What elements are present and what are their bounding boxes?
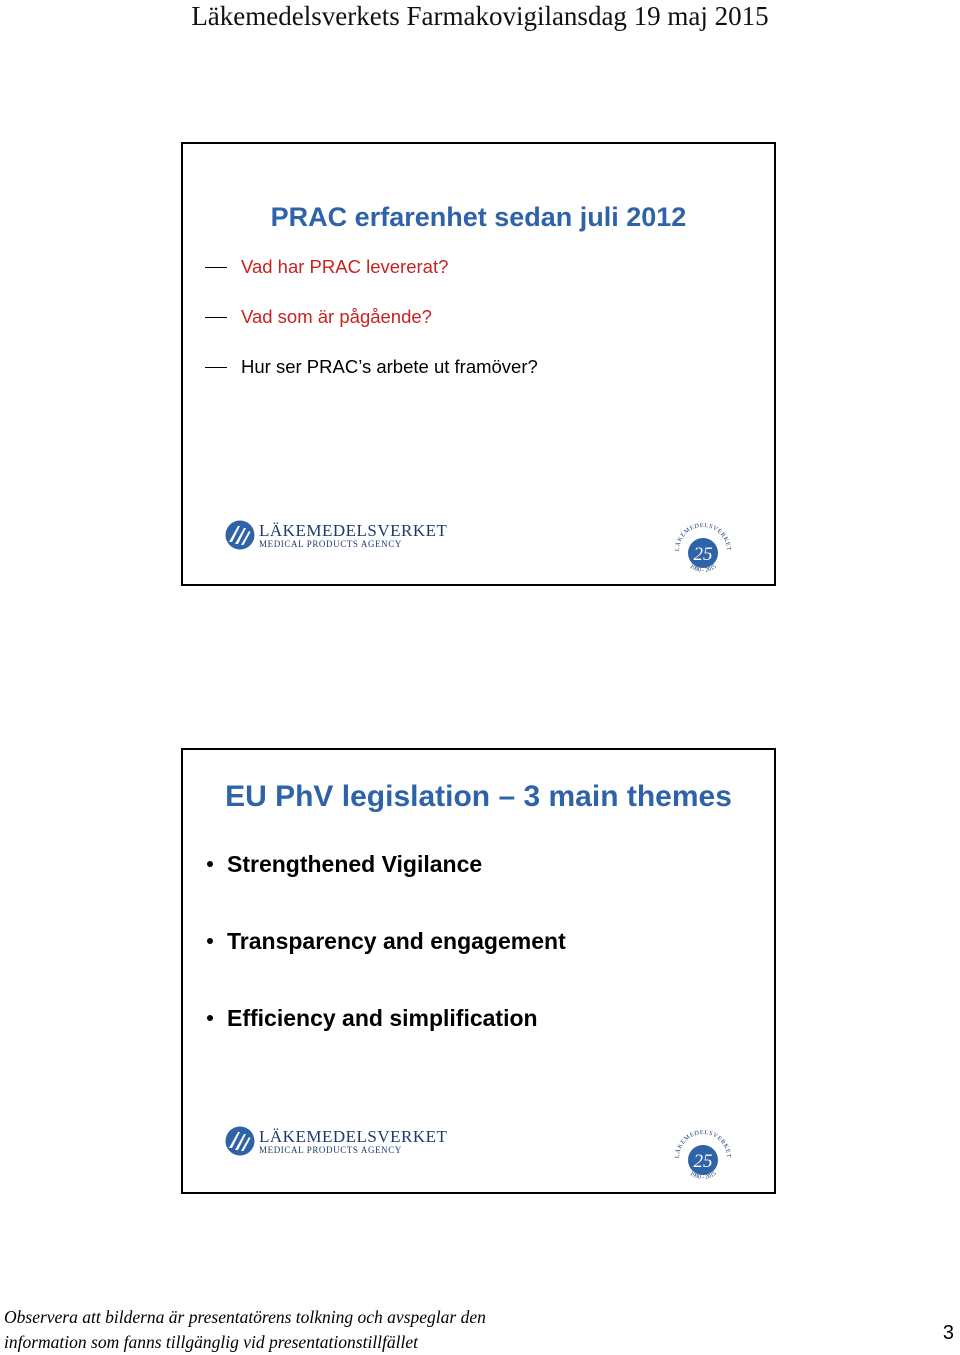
logo-name: LÄKEMEDELSVERKET [259,1126,448,1146]
list-item-text: Transparency and engagement [227,928,566,954]
agency-emblem-icon [225,520,255,550]
dash-marker [205,267,227,268]
slide-2-title: EU PhV legislation – 3 main themes [225,780,732,813]
anniversary-seal-icon [671,519,735,583]
svg-text:LÄKEMEDELSVERKET: LÄKEMEDELSVERKET [673,521,733,552]
svg-text:1990 - 2015: 1990 - 2015 [688,1170,718,1181]
list-item [205,255,538,305]
bullet-marker [207,938,213,944]
svg-text:LÄKEMEDELSVERKET: LÄKEMEDELSVERKET [673,1128,733,1159]
footer-line-2: information som fanns tillgänglig vid presentationstillfället [4,1332,419,1352]
list-item-text: Vad har PRAC levererat? [241,256,449,277]
list-item [205,305,538,355]
slide-1 [181,142,776,586]
slide-2-list [205,850,566,1081]
list-item-text: Strengthened Vigilance [227,851,483,877]
page-header: Läkemedelsverkets Farmakovigilansdag 19 maj 2015 [191,1,769,31]
logo-name: LÄKEMEDELSVERKET [259,520,448,540]
svg-text:25: 25 [693,1151,713,1172]
bullet-marker [207,861,213,867]
list-item [205,1004,566,1081]
svg-text:1990 - 2015: 1990 - 2015 [688,563,718,574]
list-item-text: Vad som är pågående? [241,306,432,327]
list-item [205,355,538,405]
slide-1-list [205,255,538,405]
list-item-text: Efficiency and simplification [227,1005,538,1031]
agency-emblem-icon [225,1126,255,1156]
lakemedelsverket-logo [225,1126,447,1156]
dash-marker [205,317,227,318]
svg-text:25: 25 [693,544,713,565]
bullet-marker [207,1015,213,1021]
list-item [205,927,566,1004]
list-item-text: Hur ser PRAC’s arbete ut framöver? [241,356,538,377]
slide-2 [181,748,776,1194]
logo-subtitle: MEDICAL PRODUCTS AGENCY [259,1144,402,1155]
footer-line-1: Observera att bilderna är presentatörens tolkning och avspeglar den [4,1307,486,1327]
page-number: 3 [942,1322,954,1344]
slide-1-title: PRAC erfarenhet sedan juli 2012 [270,202,687,232]
anniversary-seal-icon [671,1126,735,1190]
list-item [205,850,566,927]
lakemedelsverket-logo [225,520,447,550]
dash-marker [205,367,227,368]
logo-subtitle: MEDICAL PRODUCTS AGENCY [259,538,402,549]
